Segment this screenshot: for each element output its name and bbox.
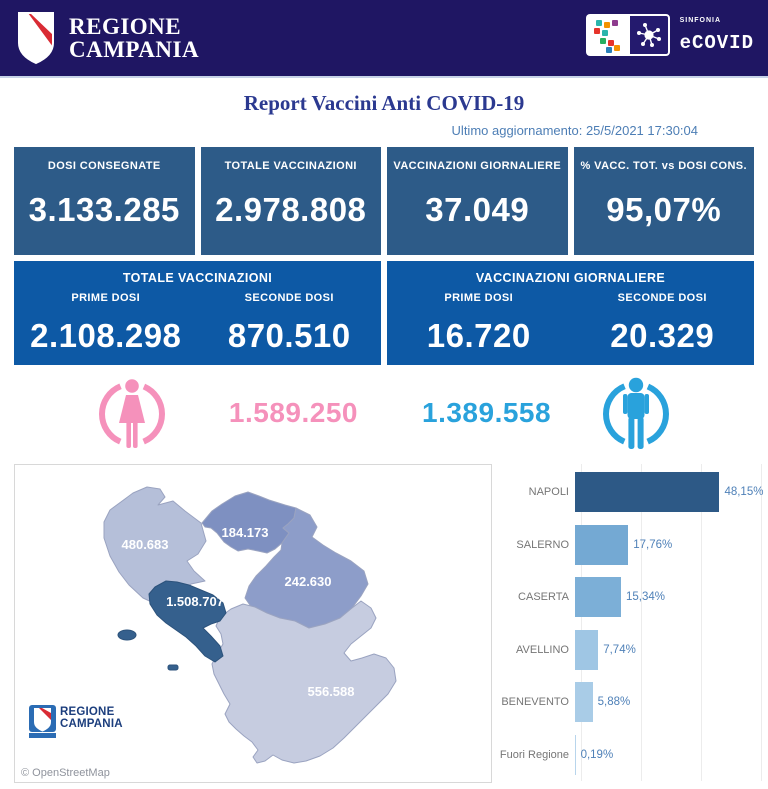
prime-dosi-label: PRIME DOSI [444,292,514,304]
suite-name: SINFONIA [679,16,722,24]
kpi-label: DOSI CONSEGNATE [47,160,161,172]
seconde-dosi-label: SECONDE DOSI [244,292,334,304]
page-title: Report Vaccini Anti COVID-19 [243,91,525,115]
bar[interactable] [575,577,621,617]
bar[interactable] [575,525,628,565]
campania-map-panel [14,464,492,783]
kpi-value: 95,07% [606,191,722,228]
bar-row-salerno [496,525,768,565]
map-island-ischia[interactable] [118,630,136,640]
dose-card-title: VACCINAZIONI GIORNALIERE [475,271,666,285]
bar[interactable] [575,735,576,775]
bar-value-label: 7,74% [603,643,636,656]
province-bar-chart [496,464,768,783]
map-island-capri[interactable] [168,665,178,670]
kpi-card-vaccinazioni-giornaliere [387,147,568,255]
gender-split-row [0,371,768,455]
watermark-line1: REGIONE [60,706,115,718]
bar-row-napoli [496,472,768,512]
kpi-card-dosi-consegnate [14,147,195,255]
bar-category-label: NAPOLI [528,486,569,499]
last-update-timestamp: Ultimo aggiornamento: 25/5/2021 17:30:04 [451,123,698,138]
openstreetmap-attribution: © OpenStreetMap [21,767,110,779]
bar-row-caserta [496,577,768,617]
bar-value-label: 5,88% [597,696,631,709]
kpi-label: % VACC. TOT. vs DOSI CONS. [580,160,747,172]
map-value-caserta: 480.683 [121,537,169,552]
bar-category-label: AVELLINO [516,643,569,656]
map-value-avellino: 242.630 [284,574,332,589]
bar-value-label: 0,19% [580,748,614,761]
female-icon [93,374,171,452]
seconde-dosi-value: 870.510 [227,317,351,354]
kpi-card-row [14,147,754,255]
bar-category-label: CASERTA [518,591,569,604]
bar[interactable] [575,682,593,722]
prime-dosi-value: 2.108.298 [30,317,182,354]
male-count: 1.389.558 [422,397,552,428]
bar-category-label: BENEVENTO [501,696,569,709]
kpi-value: 37.049 [425,191,530,228]
app-name: eCOVID [679,31,754,54]
map-value-benevento: 184.173 [221,525,269,540]
male-icon [597,374,675,452]
dose-card-title: TOTALE VACCINAZIONI [122,271,273,285]
campania-shield-small-icon [29,705,56,732]
prime-dosi-value: 16.720 [426,317,531,354]
female-count: 1.589.250 [228,397,358,428]
prime-dosi-label: PRIME DOSI [71,292,141,304]
map-value-napoli: 1.508.707 [166,594,224,609]
kpi-value: 3.133.285 [28,191,180,228]
bar[interactable] [575,472,719,512]
bottom-section [14,464,768,783]
bar-value-label: 17,76% [633,538,673,551]
bar-category-label: SALERNO [516,538,569,551]
bar-row-fuori-regione [496,735,768,775]
brand-org-line2: CAMPANIA [69,37,200,62]
seconde-dosi-value: 20.329 [610,317,715,354]
kpi-value: 2.978.808 [215,191,367,228]
dose-card-row [14,261,754,365]
kpi-label: VACCINAZIONI GIORNALIERE [393,160,562,172]
kpi-label: TOTALE VACCINAZIONI [224,160,357,172]
bar-category-label: Fuori Regione [499,748,569,761]
map-region-salerno[interactable] [212,601,396,763]
bar-value-label: 48,15% [724,486,764,499]
watermark-line2: CAMPANIA [60,718,123,731]
bar-row-avellino [496,630,768,670]
watermark-banner [29,733,56,738]
sinfonia-logo-icon [586,14,670,56]
brand-org-line1: REGIONE [69,13,182,39]
bar[interactable] [575,630,598,670]
map-value-salerno: 556.588 [307,684,355,699]
app-header [0,0,768,78]
bar-value-label: 15,34% [626,591,666,604]
seconde-dosi-label: SECONDE DOSI [617,292,707,304]
map-watermark [29,705,123,738]
sinfonia-ecovid-brand [586,14,754,56]
dose-card-giornaliere [387,261,754,365]
dose-card-totale [14,261,381,365]
campania-shield-icon [16,11,56,65]
bar-row-benevento [496,682,768,722]
regione-campania-brand [16,11,199,65]
kpi-card-percentuale-vaccinazioni [574,147,755,255]
virus-icon [628,14,670,56]
kpi-card-totale-vaccinazioni [201,147,382,255]
